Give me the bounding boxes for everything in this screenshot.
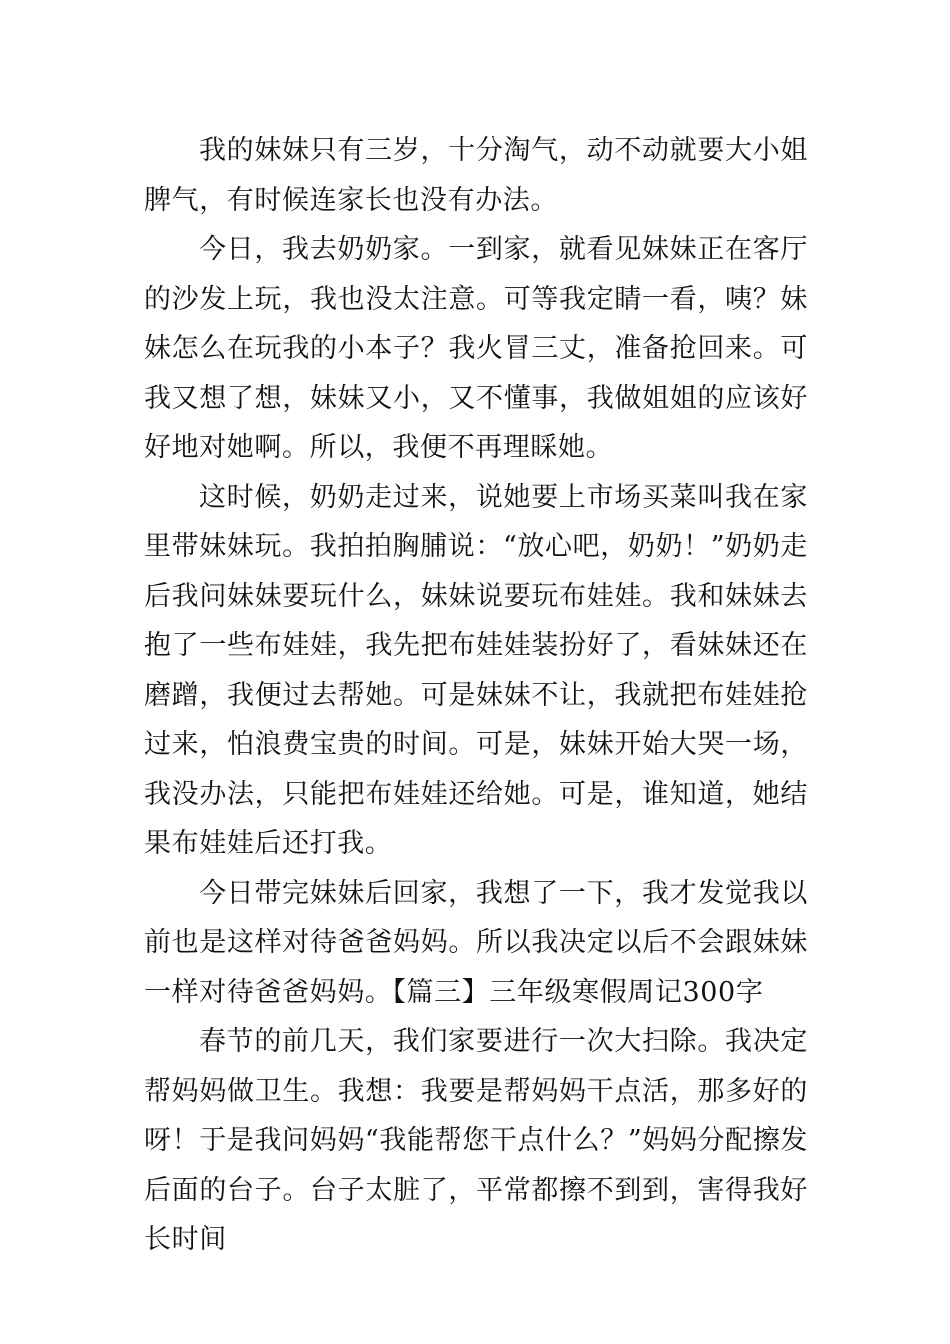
paragraph-spring-cleaning: 春节的前几天，我们家要进行一次大扫除。我决定帮妈妈做卫生。我想：我要是帮妈妈干点活，那多好的呀！于是我问妈妈“我能帮您干点什么？”妈妈分配擦发后面的台子。台子太脏了，平常都擦不到到，害得我好长时间	[144, 1026, 808, 1255]
paragraph-grandma-visit: 今日，我去奶奶家。一到家，就看见妹妹正在客厅的沙发上玩，我也没太注意。可等我定睛一看，咦？妹妹怎么在玩我的小本子？我火冒三丈，准备抢回来。可我又想了想，妹妹又小，又不懂事，我做姐姐的应该好好地对她啊。所以，我便不再理睬她。	[144, 234, 808, 463]
paragraph-babysitting: 这时候，奶奶走过来，说她要上市场买菜叫我在家里带妹妹玩。我拍拍胸脯说：“放心吧，奶奶！”奶奶走后我问妹妹要玩什么，妹妹说要玩布娃娃。我和妹妹去抱了一些布娃娃，我先把布娃娃装扮好了，看妹妹还在磨蹭，我便过去帮她。可是妹妹不让，我就把布娃娃抢过来，怕浪费宝贵的时间。可是，妹妹开始大哭一场，我没办法，只能把布娃娃还给她。可是，谁知道，她结果布娃娃后还打我。	[144, 481, 808, 859]
paragraph-sister-intro: 我的妹妹只有三岁，十分淘气，动不动就要大小姐脾气，有时候连家长也没有办法。	[144, 135, 808, 216]
paragraph-reflection: 今日带完妹妹后回家，我想了一下，我才发觉我以前也是这样对待爸爸妈妈。所以我决定以后不会跟妹妹一样对待爸爸妈妈。【篇三】三年级寒假周记300字	[144, 877, 808, 1008]
document-body	[144, 126, 808, 1265]
